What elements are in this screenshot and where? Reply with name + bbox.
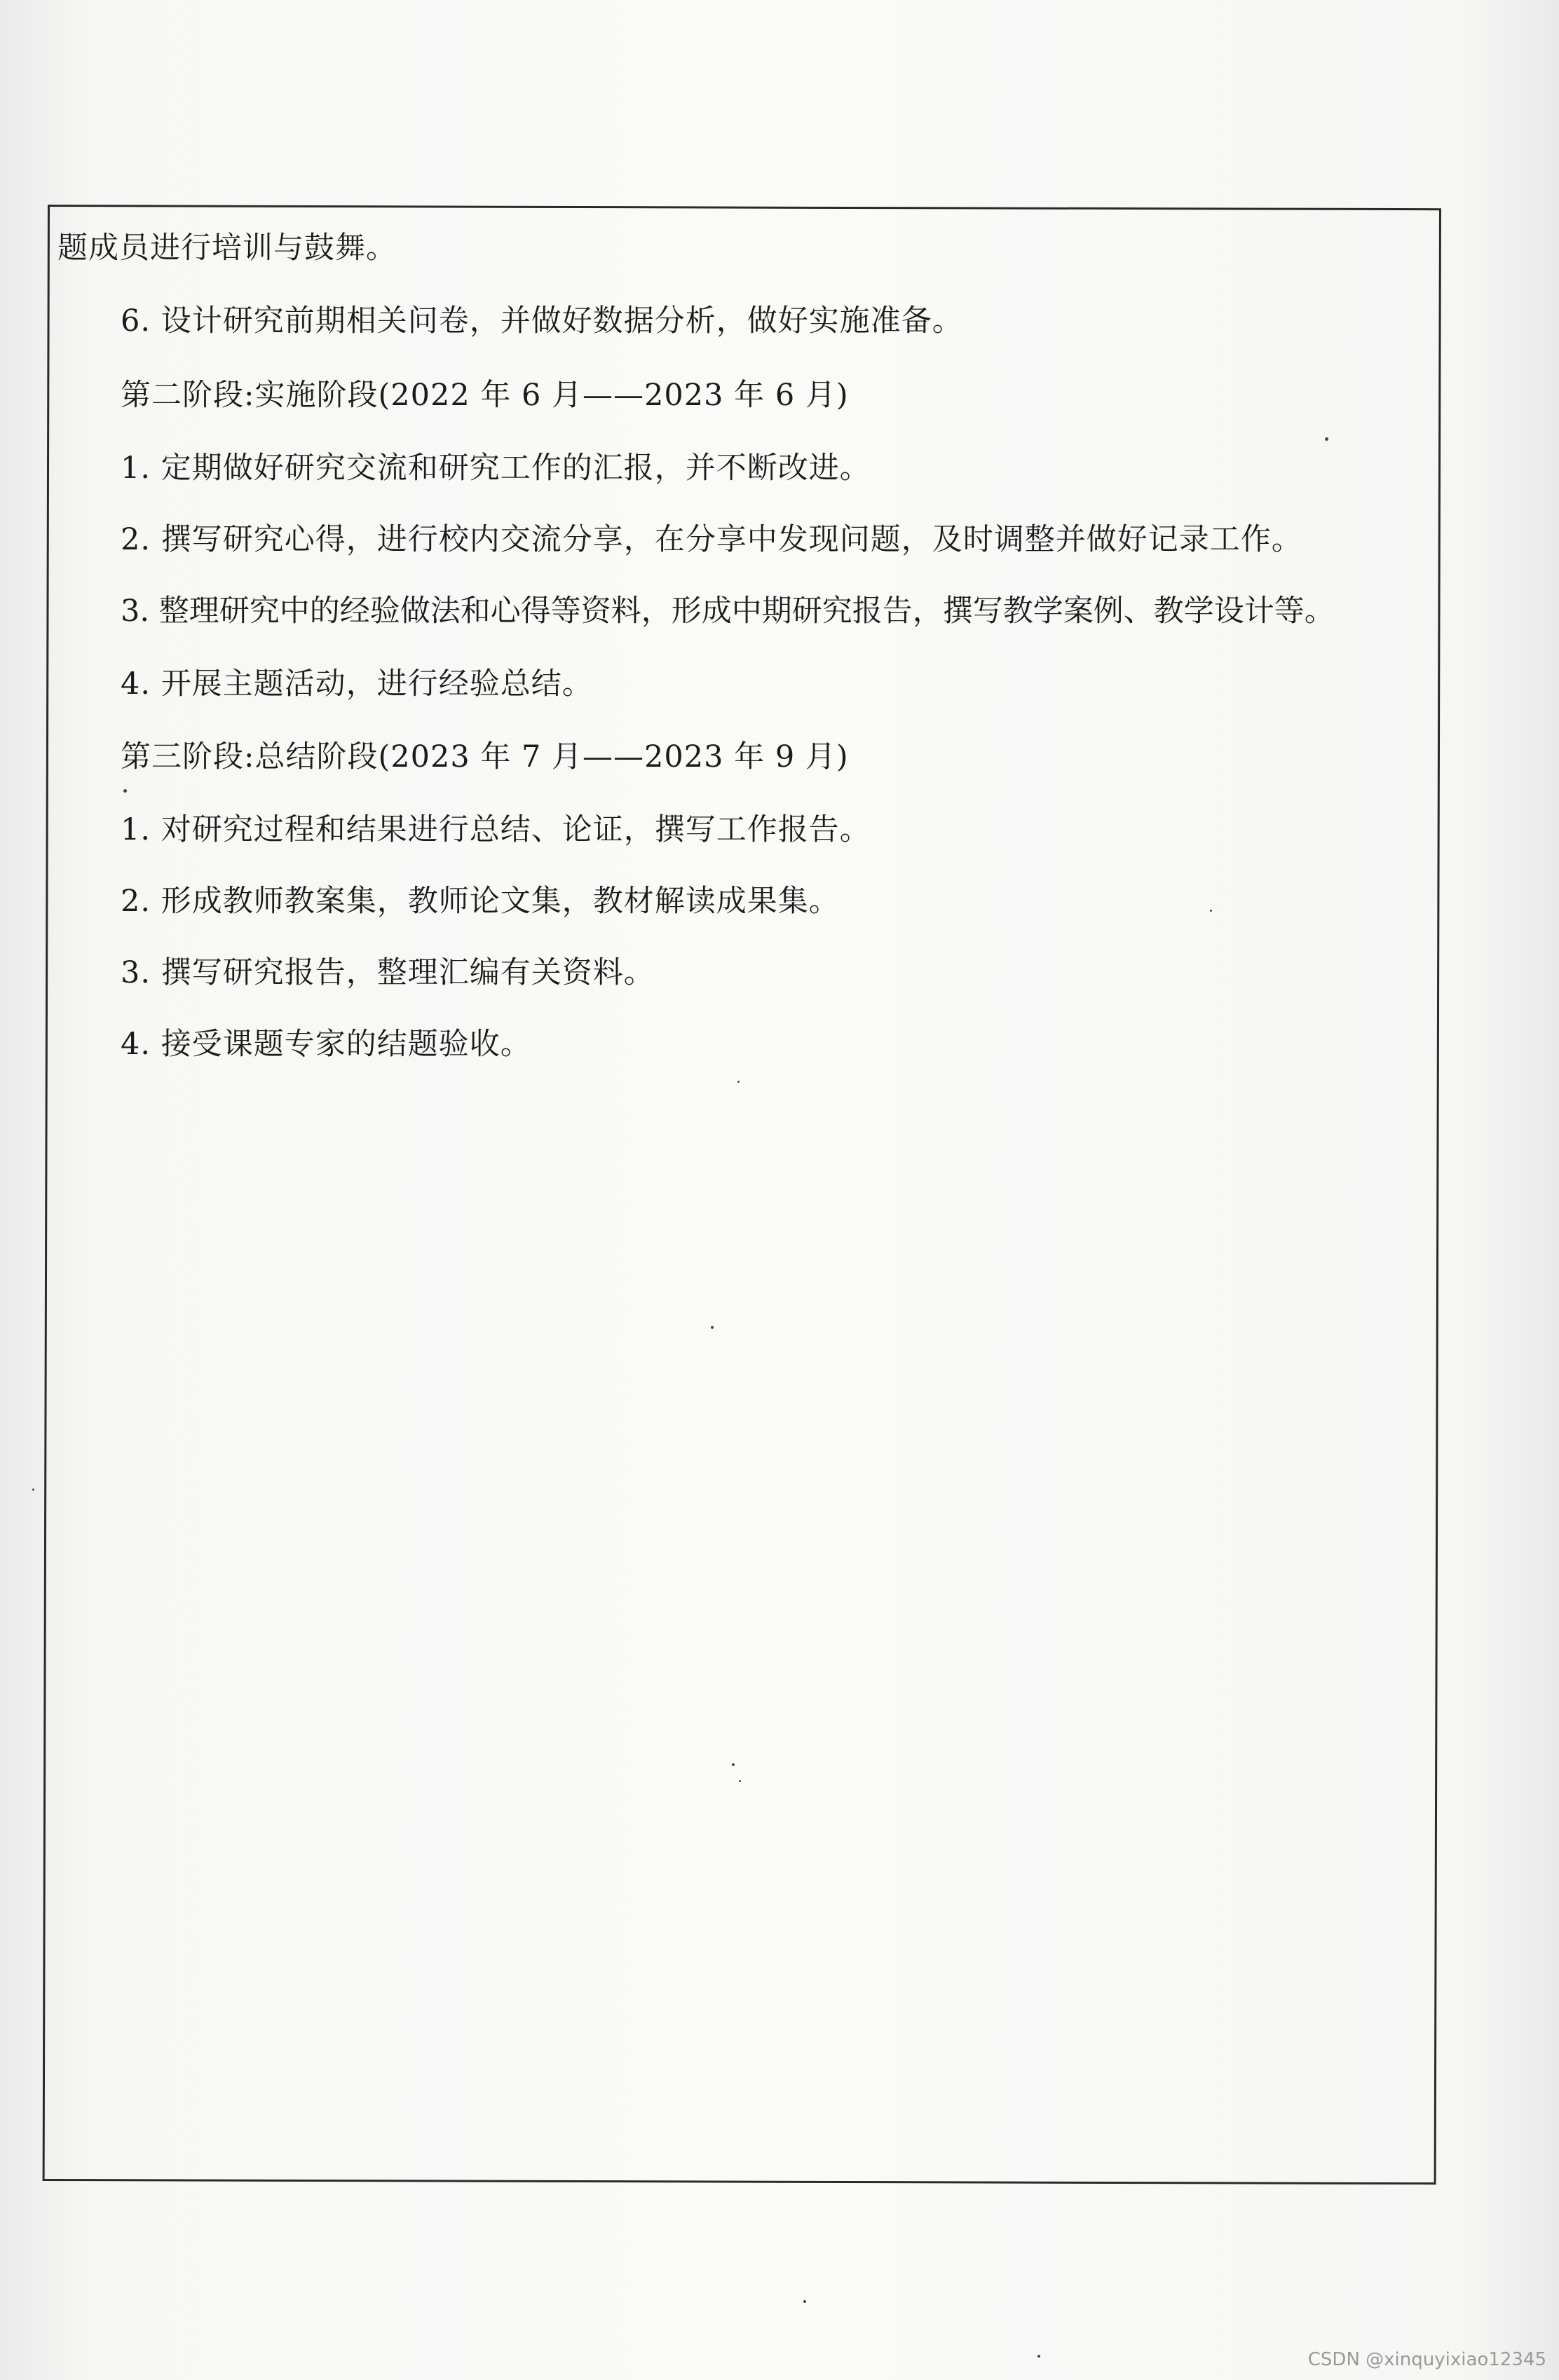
scan-speck (737, 1081, 740, 1083)
stage3-item-2: 2. 形成教师教案集，教师论文集，教材解读成果集。 (121, 884, 840, 919)
scan-speck (1210, 910, 1212, 912)
scan-speck (1037, 2355, 1040, 2358)
stage3-heading: 第三阶段:总结阶段(2023 年 7 月——2023 年 9 月) (121, 739, 849, 774)
scan-speck (711, 1326, 714, 1329)
stage3-item-1: 1. 对研究过程和结果进行总结、论证，撰写工作报告。 (121, 812, 871, 847)
scan-speck (732, 1763, 735, 1766)
stage2-item-3: 3. 整理研究中的经验做法和心得等资料，形成中期研究报告，撰写教学案例、教学设计等。 (121, 594, 1335, 629)
scan-speck (803, 2300, 806, 2303)
scan-speck (739, 1780, 741, 1782)
table-border (43, 205, 1441, 2184)
stage2-heading: 第二阶段:实施阶段(2022 年 6 月——2023 年 6 月) (121, 378, 849, 413)
watermark: CSDN @xinquyixiao12345 (1307, 2349, 1546, 2370)
scan-speck (32, 1489, 34, 1491)
scan-speck (1325, 437, 1328, 441)
stage2-item-4: 4. 开展主题活动，进行经验总结。 (121, 666, 593, 702)
stage2-item-1: 1. 定期做好研究交流和研究工作的汇报，并不断改进。 (121, 451, 871, 486)
stage2-item-2: 2. 撰写研究心得，进行校内交流分享，在分享中发现问题，及时调整并做好记录工作。 (121, 522, 1302, 557)
stage1-item-6: 6. 设计研究前期相关问卷，并做好数据分析，做好实施准备。 (121, 303, 963, 338)
continuation-text: 题成员进行培训与鼓舞。 (57, 231, 397, 266)
scan-speck (123, 789, 127, 793)
stage3-item-4: 4. 接受课题专家的结题验收。 (121, 1027, 531, 1062)
stage3-item-3: 3. 撰写研究报告，整理汇编有关资料。 (121, 955, 655, 990)
